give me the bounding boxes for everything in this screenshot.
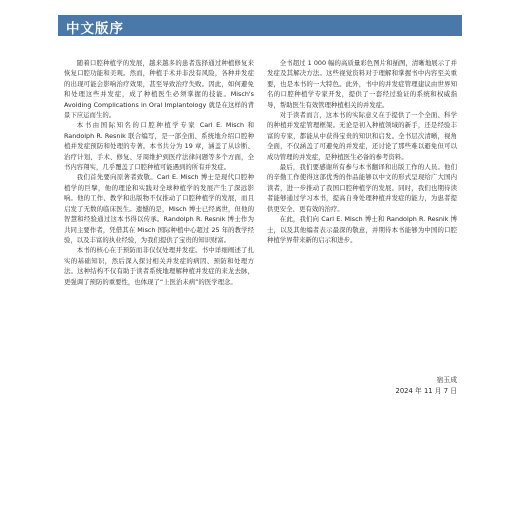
paragraph: 最后，我们要感谢所有参与本书翻译和出版工作的人员。他们的辛勤工作使得这部优秀的作品能够以中文的形式呈现给广大国内读者，进一步推动了我国口腔种植学的发展。同时，我们也期待读者能够通过学习本书，提高自身处理种植并发症的能力，为患者提供更安全、更有效的治疗。 — [267, 163, 457, 213]
section-title: 中文版序 — [66, 21, 124, 37]
signature-date: 2024 年 11 月 7 日 — [395, 387, 457, 395]
right-column — [267, 58, 457, 245]
paragraph: 对于读者而言，这本书的实际意义在于提供了一个全面、科学的种植并发症管理框架。无论是初入种植领域的新手，还是经验丰富的专家，都能从中获得宝贵的知识和启发。全书层次清晰，视角全面，不仅涵盖了可避免的并发症，还讨论了那些难以避免但可以成功管理的并发症，是种植医生必备的参考资料。 — [267, 111, 457, 161]
paragraph: 在此，我们向 Carl E. Misch 博士和 Randolph R. Resnik 博士，以及其他编者表示最深的敬意，并期待本书能够为中国的口腔种植学界带来新的启示和进步。 — [267, 215, 457, 244]
paragraph: 全书超过 1 000 幅的高质量彩色图片和插图，清晰地展示了并发症及其解决方法。这些视觉资料对于理解和掌握书中内容至关重要，也是本书的一大特色。此外，书中的并发症管理建议由世界知名的口腔种植学专家开发，提供了一套经过验证的系统和权威指导，帮助医生有效管理种植相关的并发症。 — [267, 59, 457, 109]
section-header-bar — [58, 15, 462, 36]
left-column — [64, 58, 254, 287]
paragraph: 我们首先要向原著者致敬。Carl E. Misch 博士是现代口腔种植学的巨擘，他的理论和实践对全球种植学的发展产生了深远影响。他的工作、教学和出版物不仅推动了口腔种植学的发展，而且启发了无数的临床医生。遗憾的是，Misch 博士已经离世，但他的智慧和经验通过这本书得以传承。Randolph R. Resnik 博士作为共同主要作者，凭借其在 Misch 国际种植中心超过 25 年的教学经验，以及丰富的执业经验，为我们提供了宝贵的知识财富。 — [64, 173, 254, 244]
paragraph: 本书由国际知名的口腔种植学专家 Carl E. Misch 和 Randolph R. Resnik 联合编写，是一部全面、系统地介绍口腔种植并发症预防和处理的专著。本书共分为 19 章，涵盖了从诊断、治疗计划、手术、修复、牙周维护到医疗法律问题等多个方面，全书内容翔实，几乎覆盖了口腔种植可能遇到的所有并发症。 — [64, 121, 254, 172]
paragraph: 本书的核心在于预防而非仅仅处理并发症。书中详细阐述了扎实的基础知识，然后深入探讨相关并发症的病因、预防和处理方法。这种结构不仅有助于读者系统地理解种植并发症的来龙去脉，更强调了预防的重要性，也体现了“上医治未病”的医学理念。 — [64, 246, 254, 286]
paragraph: 随着口腔种植学的发展，越来越多的患者选择通过种植修复来恢复口腔功能和美观。然而，种植手术并非没有风险，各种并发症的出现可能会影响治疗效果，甚至导致治疗失败。因此，如何避免和处理这些并发症，成了种植医生必须掌握的技能。Misch's Avoiding Complications in Oral Implantology 就是在这样的背景下应运而生的。 — [64, 59, 254, 120]
signature-name: 宿玉成 — [436, 376, 457, 384]
